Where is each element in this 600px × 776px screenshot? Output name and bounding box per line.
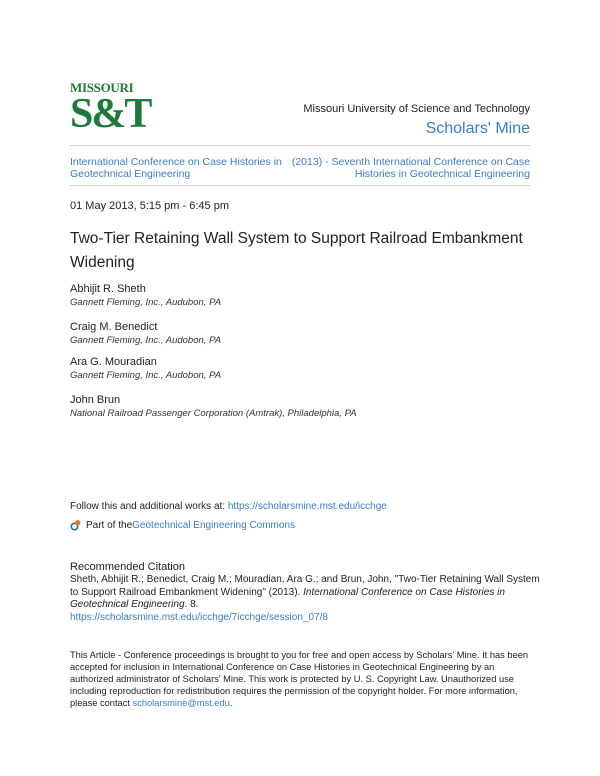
citation-suffix: . 8. — [184, 599, 199, 610]
notice-text: This Article - Conference proceedings is brought to you for free and open access by Scholars' Mine. It has been accepted for inclusion in International Conference on Case Histories in Geotechnical Engineering by an authorized administrator of Scholars' Mine. This work is protected by U. S. Copyright Law. Unauthorized use including reproduction for redistribution requires the permission of the copyright holder. For more information, please contact — [70, 650, 529, 708]
part-of-text: Part of the — [86, 519, 133, 531]
author-name: Ara G. Mouradian — [70, 356, 157, 368]
citation-body — [70, 574, 540, 624]
access-notice — [70, 649, 540, 709]
follow-text: Follow this and additional works at: — [70, 501, 228, 512]
author-affiliation: Gannett Fleming, Inc., Audubon, PA — [70, 297, 222, 308]
author-name: John Brun — [70, 394, 121, 406]
part-of-line — [70, 519, 295, 531]
citation-heading: Recommended Citation — [70, 561, 185, 573]
citation-url[interactable]: https://scholarsmine.mst.edu/icchge/7icchge/session_07/8 — [70, 611, 328, 623]
notice-end: . — [229, 698, 233, 708]
author-name: Craig M. Benedict — [70, 321, 158, 333]
commons-link[interactable]: Geotechnical Engineering Commons — [132, 519, 296, 531]
open-access-icon — [70, 519, 82, 531]
author-block — [70, 394, 357, 420]
contact-email-link[interactable]: scholarsmine@mst.edu — [132, 698, 230, 708]
collection-link-right[interactable]: (2013) - Seventh International Conference on Case Histories in Geotechnical Engineering — [291, 156, 530, 180]
university-name: Missouri University of Science and Technology — [303, 103, 530, 115]
collections-divider — [70, 185, 530, 186]
author-block — [70, 321, 221, 347]
event-date: 01 May 2013, 5:15 pm - 6:45 pm — [70, 200, 229, 212]
author-affiliation: Gannett Fleming, Inc., Audobon, PA — [70, 335, 222, 346]
author-affiliation: Gannett Fleming, Inc., Audobon, PA — [70, 370, 222, 381]
missouri-st-logo[interactable] — [70, 80, 151, 138]
logo-main-text: S&T — [70, 91, 151, 137]
paper-title: Two-Tier Retaining Wall System to Support Railroad Embankment Widening — [70, 230, 523, 271]
follow-link[interactable]: https://scholarsmine.mst.edu/icchge — [227, 501, 387, 512]
author-block — [70, 283, 221, 309]
logo-top-text: MISSOURI — [70, 80, 134, 95]
author-name: Abhijit R. Sheth — [70, 283, 146, 295]
header-divider — [70, 145, 530, 146]
citation-venue: International Conference on Case Histories in Geotechnical Engineering — [70, 586, 505, 610]
author-affiliation: National Railroad Passenger Corporation (Amtrak), Philadelphia, PA — [70, 408, 357, 419]
citation-text: Sheth, Abhijit R.; Benedict, Craig M.; Mouradian, Ara G.; and Brun, John, "Two-Tier Retaining Wall System to Support Railroad Embankment Widening" (2013). — [70, 574, 540, 598]
collection-link-left[interactable]: International Conference on Case Histories in Geotechnical Engineering — [70, 156, 282, 180]
author-block — [70, 356, 221, 382]
follow-line — [70, 501, 387, 512]
repository-link[interactable]: Scholars' Mine — [425, 120, 530, 137]
